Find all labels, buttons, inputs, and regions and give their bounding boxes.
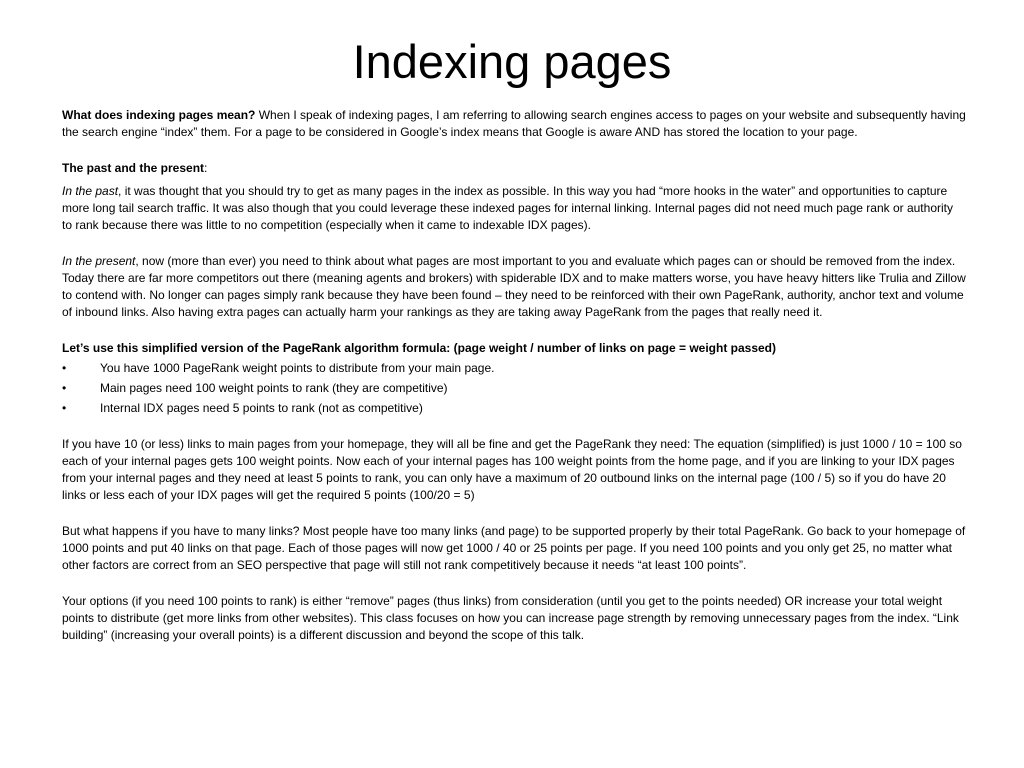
- paragraph-formula-heading: Let’s use this simplified version of the PageRank algorithm formula: (page weight / number of links on page = weight passed): [62, 341, 777, 355]
- bullet-text: Internal IDX pages need 5 points to rank (not as competitive): [100, 401, 423, 415]
- paragraph-present: [62, 253, 966, 321]
- slide-content: [62, 107, 966, 644]
- bullet-item: [62, 380, 966, 397]
- bullet-marker: •: [62, 381, 67, 395]
- section-heading-suffix: :: [204, 161, 208, 175]
- paragraph-label: In the past: [62, 184, 119, 198]
- paragraph-text: , now (more than ever) you need to think about what pages are most important to you and evaluate which pages can or should be removed from the index. Today there are far more competitors out there (meaning agents and brokers) with spiderable IDX and to make matters worse, you have heavy hitters like Trulia and Zillow to contend with. No longer can pages simply rank because they have been found – they need to be reinforced with their own PageRank, authority, anchor text and volume of inbound links. Also having extra pages can actually harm your rankings as they are taking away PageRank from the pages that really need it.: [62, 254, 966, 319]
- bullet-list: [62, 360, 966, 417]
- paragraph-too-many-links: But what happens if you have to many links? Most people have too many links (and page) to be supported properly by their total PageRank. Go back to your homepage of 1000 points and put 40 links on that page. Each of those pages will now get 1000 / 40 or 25 points per page. If you need 100 points and you only get 25, no matter what other factors are correct from an SEO perspective that page will still not rank competitively because it needs “at least 100 points”.: [62, 524, 966, 572]
- paragraph-indexing-meaning: [62, 107, 966, 141]
- section-heading-past-present: [62, 160, 966, 177]
- paragraph-past: [62, 183, 966, 234]
- paragraph-options: Your options (if you need 100 points to rank) is either “remove” pages (thus links) from consideration (until you get to the points needed) OR increase your total weight points to distribute (get more links from other websites). This class focuses on how you can increase page strength by removing unnecessary pages from the index. “Link building” (increasing your overall points) is a different discussion and beyond the scope of this talk.: [62, 594, 959, 642]
- paragraph-label: In the present: [62, 254, 136, 268]
- bullet-text: You have 1000 PageRank weight points to distribute from your main page.: [100, 361, 495, 375]
- bullet-text: Main pages need 100 weight points to rank (they are competitive): [100, 381, 448, 395]
- bullet-marker: •: [62, 361, 67, 375]
- paragraph-equation-example: If you have 10 (or less) links to main pages from your homepage, they will all be fine and get the PageRank they need: The equation (simplified) is just 1000 / 10 = 100 so each of your internal pages gets 100 weight points. Now each of your internal pages has 100 weight points from the home page, and if you are linking to your IDX pages from your internal pages and they need at least 5 points to rank, you can only have a maximum of 20 outbound links on the internal page (100 / 5) so if you do have 20 links or less each of your IDX pages will get the required 5 points (100/20 = 5): [62, 437, 962, 502]
- paragraph-label: What does indexing pages mean?: [62, 108, 256, 122]
- bullet-item: [62, 400, 966, 417]
- slide-title: Indexing pages: [352, 35, 672, 88]
- paragraph-text: , it was thought that you should try to get as many pages in the index as possible. In this way you had “more hooks in the water” and opportunities to capture more long tail search traffic. It was also though that you could leverage these indexed pages for internal linking. Internal pages did not need much page rank or authority to rank because there was little to no competition (especially when it came to indexable IDX pages).: [62, 184, 953, 232]
- paragraph-text: When I speak of indexing pages, I am referring to allowing search engines access to pages on your website and subsequently having the search engine “index” them. For a page to be considered in Google’s index means that Google is aware AND has stored the location to your page.: [62, 108, 966, 139]
- bullet-item: [62, 360, 966, 377]
- bullet-marker: •: [62, 401, 67, 415]
- section-heading-label: The past and the present: [62, 161, 205, 175]
